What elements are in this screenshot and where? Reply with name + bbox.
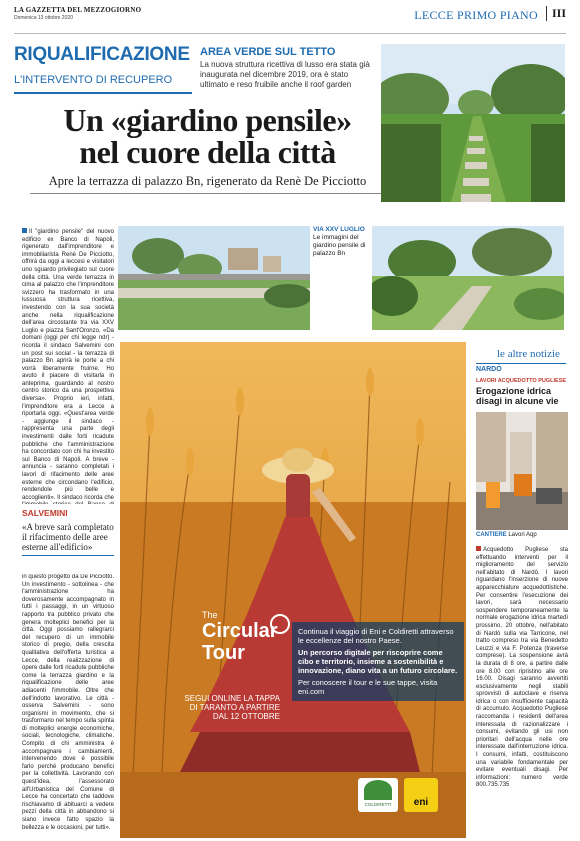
photo-caption <box>313 226 369 258</box>
sidebar-title: le altre notizie <box>497 348 560 360</box>
terrace-photo-2 <box>372 226 564 330</box>
sidebar-text: Acquedotto Pugliese sta effettuando interventi per il miglioramento del servizio nell'abitato di Nardò. I lavori riguardano l'inserzione di nuove apparecchiature acquedottistiche. Per consentire l'esecuzione dei lavori, sarà necessario sospendere temporaneamente la normale erogazione idrica martedì prossimo, 20 ottobre, nell'abitato di Nardò sulla via Tarricone, nel tratto compreso tra via Benedetto Leuzzi e via F. Potenza (traverse comprese). La sospensione avrà la durata di 8 ore, a partire dalle ore 8.00 con ripristino alle ore 16.00. Disagi saranno avvertiti esclusivamente negli stabili sprovvisti di autoclave e riserva idrica o con insufficiente capacità di accumulo. Acquedotto Pugliese raccomanda i residenti dell'area interessata di razionalizzare i consumi, evitando gli usi non prioritari dell'acqua nelle ore interessate dall'interruzione idrica. I consumi, infatti, costituiscono una variabile fondamentale per evitare eventuali disagi. Per informazioni: numero verde 800.735.735 <box>476 547 568 789</box>
headline-line-1: Un «giardino pensile» <box>63 102 352 138</box>
sidebar-rule <box>476 363 566 364</box>
headline <box>30 104 385 168</box>
sidebar-bullet <box>476 546 481 551</box>
ad-brand-circular: Circular <box>202 620 278 642</box>
article-column-2 <box>22 574 114 836</box>
terrace-photo-1 <box>118 226 310 330</box>
article-text-1: Il "giardino pensile" del nuovo edificio ex Banco di Napoli, rigenerato dall'imprenditore e immobiliarista Renè De Picciotto, offrirà da oggi a leccesi e visitatori uno sguardo privilegiato sul cuore della città. Una verde terrazza in cima al palazzo che l'imprenditore svizzero ha trasformato in una lussuosa struttura ricettiva, investendo con la sua società anche nella riqualificazione dell'area circostante tra via XXV Luglio e piazza Sant'Oronzo. «Da domani (oggi per chi legge ndr) - ricorda il sindaco Salvemini con un post sui social - la terrazza di palazzo Bn aprirà le porte a chi vorrà liberamente fruirne. Ho avuto il piacere di visitarla in anteprima, guardando al nostro centro storico da una prospettiva diversa». Proprio ieri, infatti, l'imprenditore era a Lecce a riportarla oggi. «Quest'area verde - aggiunge il sindaco - rappresenta una parte degli investimenti dalle forti ricadute pubbliche che l'amministrazione ha concordato con chi ha investito sul Banco di Napoli. A breve - annuncia - saranno completati i lavori di rifacimento delle aree esterne che circondano l'edificio, rendendole più belle e accoglienti». Il sindaco ricorda che <box>22 229 114 501</box>
kicker-subtitle: L'INTERVENTO DI RECUPERO <box>14 74 173 86</box>
quote-name: SALVEMINI <box>22 508 68 518</box>
ad-left-text: SEGUI ONLINE LA TAPPA DI TARANTO A PARTIRE DAL 12 OTTOBRE <box>184 694 280 721</box>
subheadline: Apre la terrazza di palazzo Bn, rigenerato da Renè De Picciotto <box>48 174 367 188</box>
ad-body-2: Un percorso digitale per riscoprire come cibo e territorio, insieme a sostenibilità e innovazione, diano vita a un futuro circolare. <box>298 648 458 675</box>
quote-text: «A breve sarà completato il rifacimento delle aree esterne all'edificio» <box>22 522 114 552</box>
sidebar-caption-text: Lavori Aqp <box>508 532 537 538</box>
kicker-rule <box>14 92 192 94</box>
sidebar-article <box>476 546 568 836</box>
area-box-title: AREA VERDE SUL TETTO <box>200 46 336 58</box>
paper-name: LA GAZZETTA DEL MEZZOGIORNO <box>14 6 142 14</box>
sidebar-caption <box>476 532 537 538</box>
ad-body-3: Per conoscere il tour e le sue tappe, visita eni.com <box>298 678 438 696</box>
sidebar-caption-label: CANTIERE <box>476 532 507 538</box>
sidebar-headline: Erogazione idrica disagi in alcune vie <box>476 386 559 406</box>
ad-brand-the: The <box>202 610 218 620</box>
kicker-title: RIQUALIFICAZIONE <box>14 44 190 65</box>
garden-path-photo <box>381 44 565 202</box>
section-head: LECCE PRIMO PIANO <box>414 8 538 22</box>
headline-line-2: nel cuore della città <box>79 134 336 170</box>
eni-logo <box>404 778 438 812</box>
page-number: III <box>546 6 566 21</box>
ad-brand-tour: Tour <box>202 642 245 664</box>
ad-text-box <box>292 622 464 701</box>
coldiretti-label: COLDIRETTI <box>364 802 392 807</box>
pull-quote <box>22 508 114 556</box>
circular-tour-advert[interactable] <box>120 342 466 838</box>
paper-date: Domenica 13 ottobre 2020 <box>14 15 73 21</box>
masthead <box>14 4 566 34</box>
construction-site-photo <box>476 412 568 530</box>
sidebar-tag: LAVORI ACQUEDOTTO PUGLIESE <box>476 378 567 384</box>
eni-label: eni <box>413 797 429 808</box>
ad-body-1: Continua il viaggio di Eni e Coldiretti attraverso le eccellenze del nostro Paese. <box>298 627 454 645</box>
article-column-1 <box>22 228 114 504</box>
paragraph-bullet <box>22 228 27 233</box>
coldiretti-emblem-icon <box>364 780 392 800</box>
sidebar-location: NARDÒ <box>476 366 502 373</box>
area-box-text: La nuova struttura ricettiva di lusso era stata già inaugurata nel dicembre 2019, ora è stato ultimato e reso fruibile anche il roof garden <box>200 60 370 89</box>
caption-text: Le immagini del giardino pensile di palazzo Bn <box>313 234 366 257</box>
circular-tour-logo-icon <box>270 614 290 634</box>
article-text-2: in questo progetto da De Picciotto. Un investimento - sottolinea - che l'amministrazione ha doverosamente accompagnato in tutti i passaggi, in un virtuoso rapporto tra pubblico privato che genera molteplici benefici per la città. Oggi possiamo rallegrarci del recupero di un immobile storico di pregio, della crescita qualitativa dell'offerta turistica a Lecce, della realizzazione di opere dalle forti ricadute pubbliche come la terrazza giardino e la riqualificazione delle aree adiacenti l'immobile. Oltre che dell'indotto lavorativo. Le città - osserva Salvemini - sono organismi in movimento, che si trasformano nel tempo sulla spinta di molteplici energie economiche, sociali, tecnologiche, climatiche. Compito di chi amministra è accompagnare i cambiamenti, intervenendo dove è possibile farlo perché producano benefici per la collettività. Lavorando con quest'idea, l'assessorato all'Urbanistica del Comune di Lecce ha concertato che laddove rischiavamo di abituarci a vedere pezzi della città in abbandono si siano invece fatto spazio la bellezza e le occasioni, per tutti». <box>22 574 114 831</box>
caption-place: VIA XXV LUGLIO <box>313 226 365 233</box>
quote-rule <box>22 555 114 556</box>
headline-rule <box>30 193 385 194</box>
